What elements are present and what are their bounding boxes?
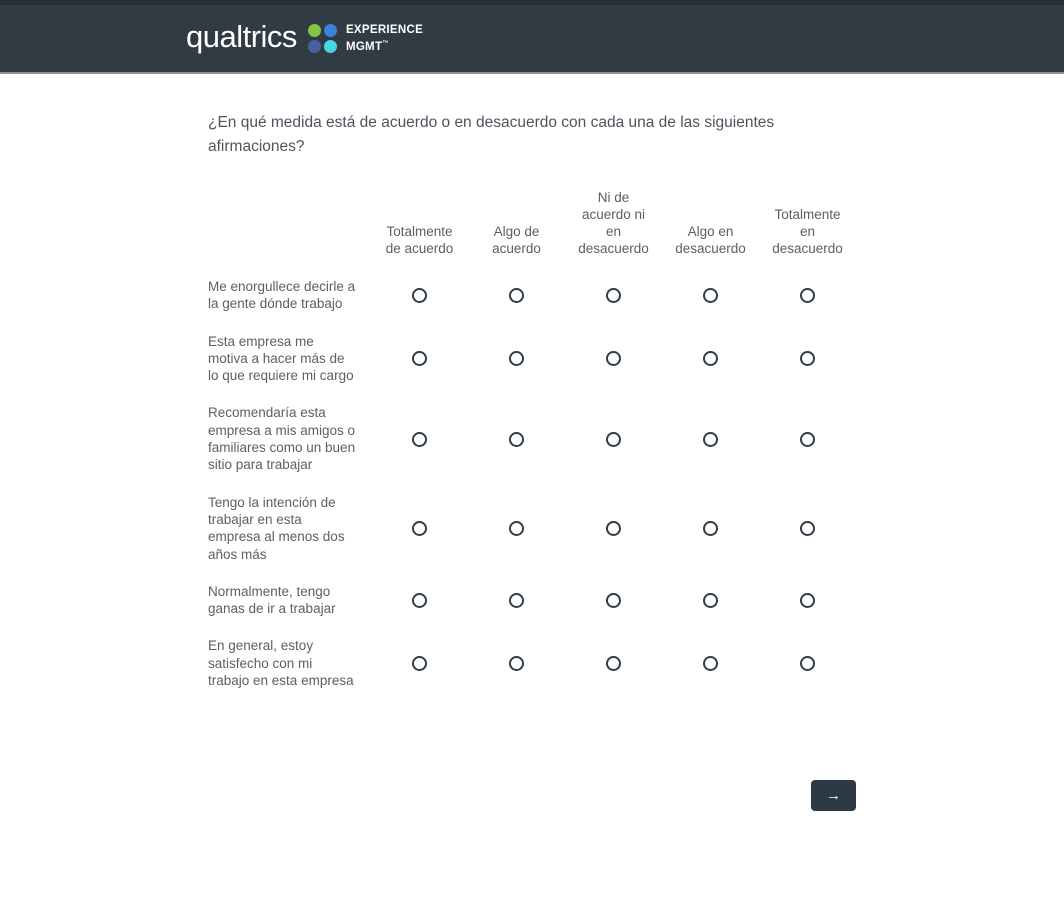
column-header-label: Ni de acuerdo ni en desacuerdo (578, 190, 649, 256)
radio-r2-c4[interactable] (703, 351, 718, 366)
radio-cell (662, 593, 759, 608)
matrix-row (208, 583, 856, 618)
matrix-column-header (565, 189, 662, 257)
radio-r2-c2[interactable] (509, 351, 524, 366)
radio-cell (662, 351, 759, 366)
matrix-column-header (371, 223, 468, 257)
radio-cell (565, 521, 662, 536)
radio-r6-c3[interactable] (606, 656, 621, 671)
radio-r1-c1[interactable] (412, 288, 427, 303)
radio-r5-c4[interactable] (703, 593, 718, 608)
xm-dot (308, 40, 321, 53)
radio-cell (662, 432, 759, 447)
column-header-label: Algo de acuerdo (492, 224, 541, 256)
xm-dot (324, 40, 337, 53)
tagline-line-1: EXPERIENCE (345, 23, 424, 36)
radio-r3-c4[interactable] (703, 432, 718, 447)
radio-r2-c5[interactable] (800, 351, 815, 366)
radio-cell (371, 288, 468, 303)
radio-r4-c5[interactable] (800, 521, 815, 536)
radio-r3-c5[interactable] (800, 432, 815, 447)
radio-r5-c5[interactable] (800, 593, 815, 608)
row-statement-label: Recomendaría esta empresa a mis amigos o familiares como un buen sitio para trabajar (208, 405, 356, 473)
radio-r5-c3[interactable] (606, 593, 621, 608)
radio-cell (565, 432, 662, 447)
radio-r6-c4[interactable] (703, 656, 718, 671)
matrix-header-row (208, 189, 856, 257)
matrix-column-header (468, 223, 565, 257)
radio-r4-c4[interactable] (703, 521, 718, 536)
matrix-row (208, 494, 856, 563)
radio-r3-c2[interactable] (509, 432, 524, 447)
matrix-column-header (759, 206, 856, 257)
xm-dots-icon (308, 24, 337, 53)
radio-cell (468, 521, 565, 536)
radio-r4-c3[interactable] (606, 521, 621, 536)
radio-r6-c1[interactable] (412, 656, 427, 671)
qualtrics-logo (186, 21, 423, 56)
radio-r6-c2[interactable] (509, 656, 524, 671)
survey-content (208, 111, 856, 878)
radio-cell (759, 656, 856, 671)
radio-cell (371, 521, 468, 536)
xm-dot (324, 24, 337, 37)
column-header-label: Totalmente en desacuerdo (772, 207, 843, 256)
matrix-row (208, 637, 856, 689)
radio-cell (468, 656, 565, 671)
xm-dot (308, 24, 321, 37)
radio-r5-c2[interactable] (509, 593, 524, 608)
row-statement-label: En general, estoy satisfecho con mi trabajo en esta empresa (208, 638, 354, 689)
row-statement-label: Tengo la intención de trabajar en esta empresa al menos dos años más (208, 494, 345, 562)
matrix-column-header (662, 223, 759, 257)
radio-r2-c1[interactable] (412, 351, 427, 366)
radio-r4-c2[interactable] (509, 521, 524, 536)
row-statement-label: Me enorgullece decirle a la gente dónde trabajo (208, 279, 356, 312)
tagline-line-2: MGMT™ (345, 39, 389, 53)
radio-cell (662, 656, 759, 671)
radio-cell (468, 432, 565, 447)
brand-header (0, 0, 1064, 74)
radio-r6-c5[interactable] (800, 656, 815, 671)
radio-cell (565, 593, 662, 608)
radio-cell (371, 432, 468, 447)
radio-cell (759, 351, 856, 366)
radio-r2-c3[interactable] (606, 351, 621, 366)
radio-cell (662, 288, 759, 303)
navigation-row (208, 780, 856, 878)
logo-tagline (346, 24, 423, 54)
radio-cell (468, 351, 565, 366)
next-button[interactable] (811, 780, 856, 811)
column-header-label: Totalmente de acuerdo (385, 224, 454, 256)
radio-cell (371, 656, 468, 671)
radio-r3-c3[interactable] (606, 432, 621, 447)
trademark-symbol: ™ (382, 39, 389, 47)
row-statement-label: Normalmente, tengo ganas de ir a trabajar (208, 583, 336, 617)
matrix-body (208, 278, 856, 689)
radio-cell (371, 593, 468, 608)
radio-cell (565, 351, 662, 366)
qualtrics-wordmark: qualtrics (186, 19, 297, 54)
matrix-row (208, 404, 856, 473)
matrix-row (208, 278, 856, 313)
question-text: ¿En qué medida está de acuerdo o en desacuerdo con cada una de las siguientes afirmaciones? (208, 114, 775, 155)
radio-cell (662, 521, 759, 536)
column-header-label: Algo en desacuerdo (675, 224, 746, 256)
radio-cell (371, 351, 468, 366)
radio-r5-c1[interactable] (412, 593, 427, 608)
radio-cell (759, 288, 856, 303)
radio-r4-c1[interactable] (412, 521, 427, 536)
radio-cell (468, 593, 565, 608)
radio-r1-c4[interactable] (703, 288, 718, 303)
radio-cell (759, 521, 856, 536)
radio-cell (468, 288, 565, 303)
radio-cell (759, 432, 856, 447)
matrix-row (208, 333, 856, 385)
arrow-right-icon: → (826, 787, 841, 805)
radio-r3-c1[interactable] (412, 432, 427, 447)
radio-cell (565, 288, 662, 303)
likert-matrix (208, 189, 856, 689)
row-statement-label: Esta empresa me motiva a hacer más de lo que requiere mi cargo (208, 333, 354, 384)
radio-r1-c3[interactable] (606, 288, 621, 303)
radio-r1-c2[interactable] (509, 288, 524, 303)
radio-cell (565, 656, 662, 671)
radio-r1-c5[interactable] (800, 288, 815, 303)
radio-cell (759, 593, 856, 608)
